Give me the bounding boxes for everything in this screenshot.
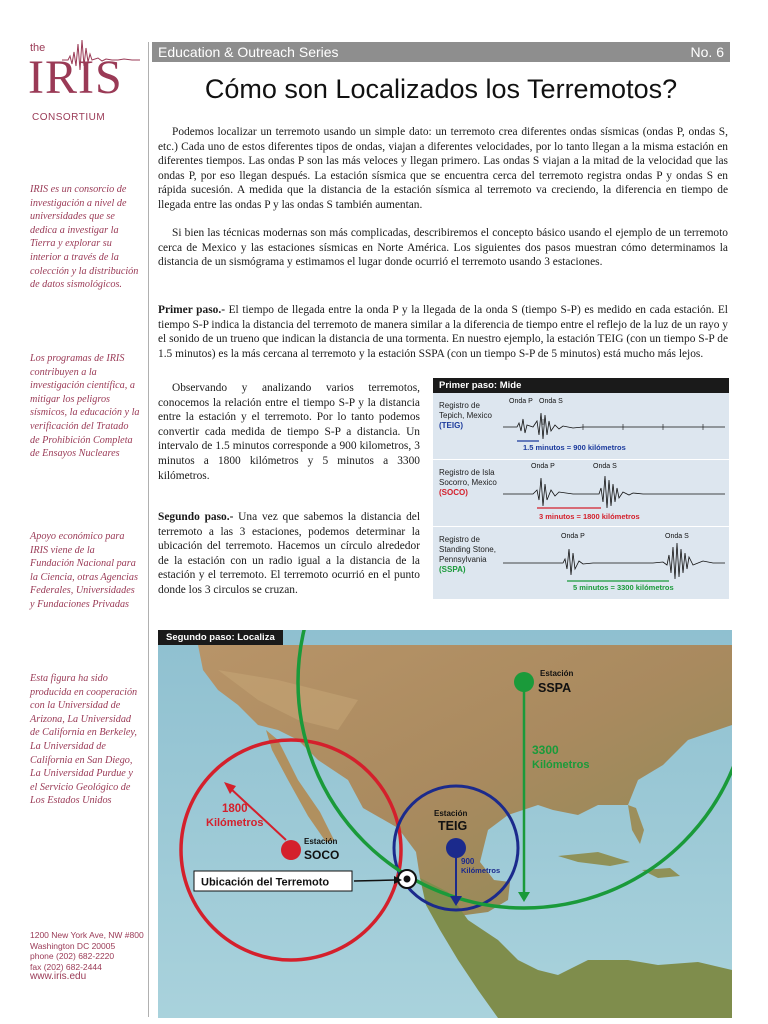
intro-paragraph: Podemos localizar un terremoto usando un simple dato: un terremoto crea diferentes ondas sísmicas (ondas P, ondas S, etc.) Cada uno de estos diferentes tipos de ondas, viajan a diferentes velocidades, por lo tanto llegan a la misma estación en diferentes tiempos. Las ondas P son las más veloces y llegan primero. Las ondas S viajan a la mitad de la velocidad que las ondas P, por eso llegan después. La estación sísmica que se encuentra cerca del terremoto registra ondas P y ondas S en rápida sucesión. A medida que la distancia de la estación sísmica al terremoto va creciendo, la diferencia en tiempo de llegada entre las ondas P y las ondas S también aumentan. — [158, 126, 728, 211]
sidebar-note-credits: Esta figura ha sido producida en cooperación con la Universidad de Arizona, La Universidad de California en Berkeley, La Universidad de California en San Diego, La Universidad Purdue y el Servicio Geológico de Los Estados Unidos — [30, 673, 138, 807]
panel-soco — [433, 460, 729, 527]
seismogram-trace-sspa — [503, 539, 725, 583]
station-teig-marker — [446, 838, 466, 858]
soco-station-label: Estación — [304, 837, 338, 846]
step1-text: El tiempo de llegada entre la onda P y la llegada de la onda S (tiempo S-P) es medido en cada estación. El tiempo S-P indica la distancia del terremoto de manera similar a la diferencia de tiempo entre el reflejo de la luz de un rayo y el sonido de un trueno que indican la distancia de una tormenta. En nuestro ejemplo, la estación TEIG (con un tiempo S-P de 1.5 minutos) es la más cercana al terremoto y la estación SSPA (con un tiempo S-P de 5 minutos) está mucho más lejos. — [158, 304, 728, 360]
step2-label: Segundo paso.- — [158, 511, 234, 523]
contact-address — [30, 930, 144, 983]
station-code: (SSPA) — [439, 565, 466, 574]
onda-s-label: Onda S — [593, 463, 617, 470]
seismogram-trace-teig — [503, 405, 725, 445]
logo-consortium: CONSORTIUM — [32, 112, 106, 123]
sspa-distance-label: 3300 — [532, 743, 559, 757]
onda-s-label: Onda S — [539, 398, 563, 405]
distance-label: 5 minutos = 3300 kilómetros — [573, 583, 674, 592]
epicenter-dot — [404, 876, 411, 883]
address-line: 1200 New York Ave, NW #800 — [30, 930, 144, 940]
seismogram-figure — [433, 378, 729, 600]
sspa-station-label: Estación — [540, 669, 574, 678]
epicenter-pointer — [354, 880, 395, 881]
onda-p-label: Onda P — [531, 463, 555, 470]
panel-label — [439, 401, 499, 431]
station-code: (TEIG) — [439, 421, 463, 430]
panel-teig — [433, 393, 729, 460]
teig-distance-label: 900 — [461, 857, 475, 866]
sidebar-note-programs: Los programas de IRIS contribuyen a la investigación científica, a mitigar los peligros sísmicos, la educación y la verificación del Tratado de Prohibición Completa de Ensayos Nucleares — [30, 353, 140, 460]
station-code: (SOCO) — [439, 488, 468, 497]
distance-label: 3 minutos = 1800 kilómetros — [539, 512, 640, 521]
station-name: Registro de Tepich, Mexico — [439, 401, 492, 420]
sidebar-note-about: IRIS es un consorcio de investigación a nivel de universidades que se dedica a investigar la Tierra y explorar su interior a través de la colección y la distribución de datos sismológicos. — [30, 184, 139, 291]
teig-unit-label: Kilómetros — [461, 866, 501, 875]
address-line: Washington DC 20005 — [30, 940, 116, 951]
logo-the: the — [30, 42, 46, 54]
teig-code-label: TEIG — [438, 819, 468, 833]
station-name: Registro de Isla Socorro, Mexico — [439, 468, 497, 487]
logo-iris: IRIS — [28, 51, 123, 104]
teig-station-label: Estación — [434, 809, 468, 818]
issue-number: No. 6 — [690, 44, 724, 60]
concept-paragraph: Si bien las técnicas modernas son más complicadas, describiremos el concepto básico usando el ejemplo de un terremoto cerca de Mexico y las estaciones sísmicas en Norte América. Los siguientes dos pasos muestran cómo determinamos la distancia de un sismógrama y estimamos el lugar donde ocurrió el terremoto usando 3 estaciones. — [158, 227, 728, 269]
series-name: Education & Outreach Series — [158, 44, 339, 60]
station-name: Registro de Standing Stone, Pennsylvania — [439, 535, 496, 564]
onda-s-label: Onda S — [665, 533, 689, 540]
page-title: Cómo son Localizados los Terremotos? — [204, 74, 678, 104]
series-bar — [152, 42, 730, 62]
soco-code-label: SOCO — [304, 848, 340, 862]
onda-p-label: Onda P — [561, 533, 585, 540]
figure1-header: Primer paso: Mide — [433, 378, 729, 393]
station-soco-marker — [281, 840, 301, 860]
onda-p-label: Onda P — [509, 398, 533, 405]
address-line: phone (202) 682-2220 — [30, 951, 115, 961]
step2-text: Una vez que sabemos la distancia del terremoto a las 3 estaciones, podemos determinar la ubicación del terremoto. Hacemos un círculo alrededor de la estación con un radio igual a la distancia de la estación y el terremoto. El terremoto ocurrió en el punto donde los 3 circulos se cruzan. — [158, 511, 421, 596]
website-link[interactable]: www.iris.edu — [30, 971, 87, 982]
station-sspa-marker — [514, 672, 534, 692]
step2-paragraph — [158, 510, 420, 598]
panel-label — [439, 468, 499, 498]
location-map — [158, 630, 732, 1018]
conversion-paragraph: Observando y analizando varios terremotos, conocemos la relación entre el tiempo S-P y la distancia entre la estación y el terremoto. Por lo tanto podemos convertir cada medida de tiempo S-P a distancia. Un intervalo de 1.5 minutos corresponde a 900 kilometros, 3 minutos a 1800 kilómetros y 5 minutos a 3300 kilómetros. — [158, 382, 420, 482]
sidebar-note-funding: Apoyo económico para IRIS viene de la Fundación Nacional para la Ciencia, otras Agencias Federales, Universidades y Fundaciones Privadas — [30, 531, 138, 610]
column-divider — [148, 42, 149, 1017]
soco-unit-label: Kilómetros — [206, 817, 264, 829]
panel-sspa — [433, 527, 729, 600]
sspa-code-label: SSPA — [538, 681, 572, 695]
step1-paragraph — [158, 303, 728, 361]
address-line: fax (202) 682-2444 — [30, 961, 102, 972]
map-header: Segundo paso: Localiza — [158, 630, 283, 645]
epicenter-label: Ubicación del Terremoto — [201, 876, 330, 889]
soco-distance-label: 1800 — [222, 803, 248, 815]
distance-label: 1.5 minutos = 900 kilómetros — [523, 443, 626, 452]
step1-label: Primer paso.- — [158, 304, 225, 316]
panel-label — [439, 535, 499, 575]
seismogram-trace-soco — [503, 470, 725, 512]
sspa-unit-label: Kilómetros — [532, 759, 590, 771]
